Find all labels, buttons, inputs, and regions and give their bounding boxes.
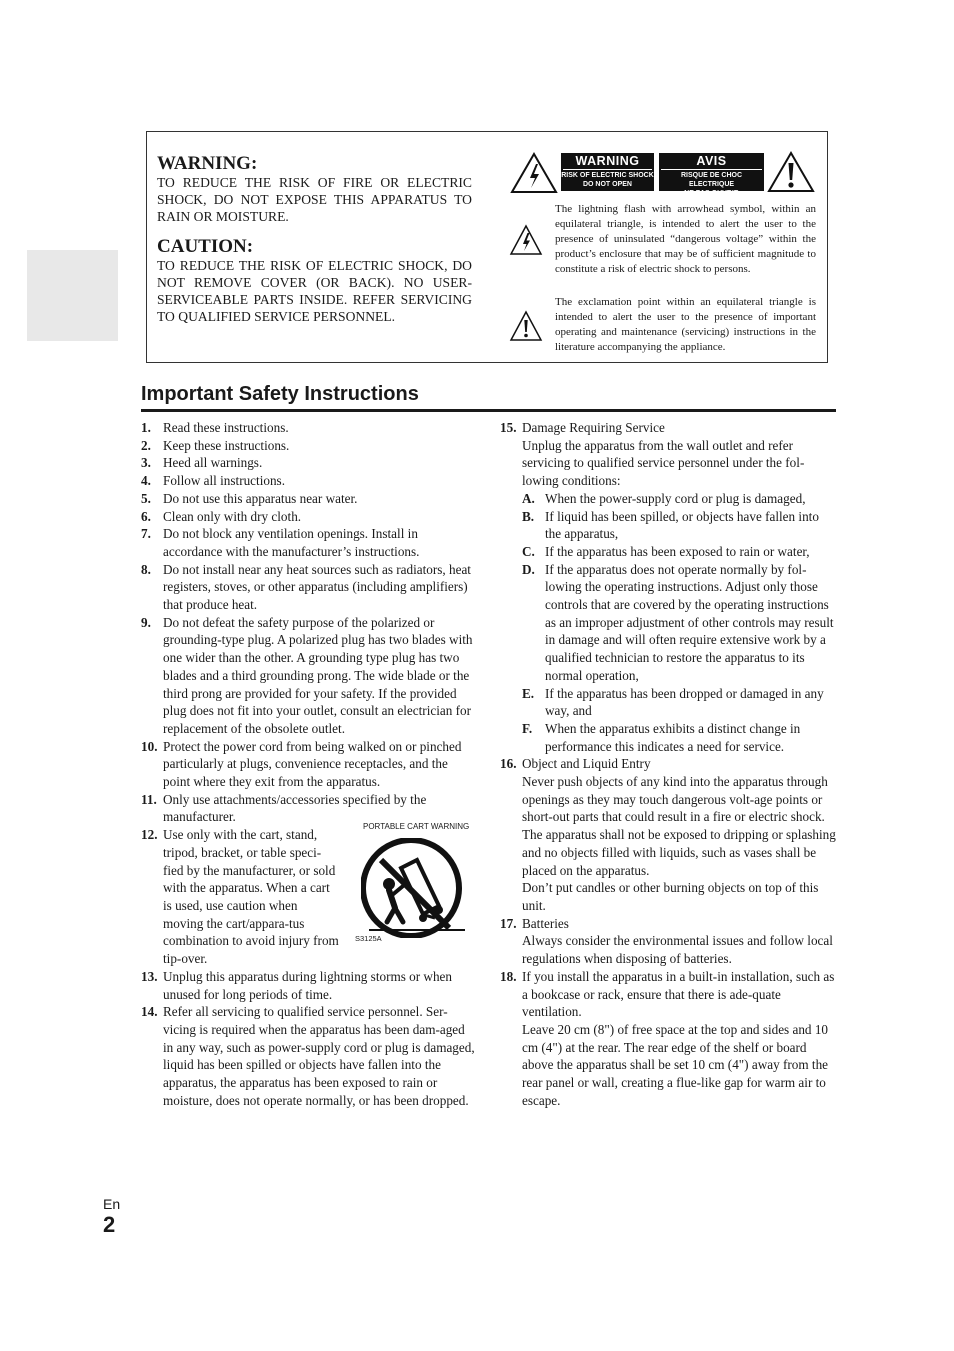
- instruction-item: [141, 437, 476, 455]
- sub-text: If the apparatus has been dropped or damaged in any way, and: [545, 685, 824, 719]
- avis-label-head: AVIS: [661, 154, 762, 170]
- cart-tip-over-icon: [361, 838, 467, 938]
- item-text: Follow all instructions.: [163, 473, 285, 489]
- exclamation-triangle-icon: [767, 151, 815, 193]
- item-body: [522, 915, 836, 968]
- instruction-item: [141, 454, 476, 472]
- sub-item: [522, 720, 836, 755]
- warning-text: TO REDUCE THE RISK OF FIRE OR ELECTRIC SHOCK, DO NOT EXPOSE THIS APPARATUS TO RAIN OR MOISTURE.: [157, 175, 472, 225]
- instruction-item: [500, 968, 836, 1110]
- sub-text: If liquid has been spilled, or objects have fallen into the apparatus,: [545, 508, 819, 542]
- item-number: 6.: [141, 508, 151, 524]
- item-number: 2.: [141, 437, 151, 453]
- item-text: If you install the apparatus in a built-in installation, such as a bookcase or rack, ensure that there is ade-quate ventilation.: [522, 968, 835, 1020]
- instructions-right-column: [500, 419, 836, 1109]
- item-title: Batteries: [522, 915, 569, 931]
- sub-text: If the apparatus has been exposed to rain or water,: [545, 543, 810, 559]
- item-paragraph: The apparatus shall not be exposed to dripping or splashing and no objects filled with liquids, such as vases shall be placed on the apparatus.: [522, 827, 836, 878]
- sub-item: [522, 543, 836, 561]
- sub-letter: C.: [522, 543, 535, 559]
- instruction-item: [141, 968, 476, 1003]
- instruction-item: [500, 755, 836, 914]
- item-paragraph: Leave 20 cm (8") of free space at the top and sides and 10 cm (4") at the rear. The rear edge of the shelf or board above the apparatus shall be set 10 cm (4") away from the rear panel or wall, creating a flue-like gap for warm air to escape.: [522, 1021, 829, 1108]
- avis-label-line1: RISQUE DE CHOC ELECTRIQUE: [680, 172, 743, 188]
- item-number: 5.: [141, 490, 151, 506]
- page-language: En: [103, 1196, 121, 1212]
- warning-label-line1: RISK OF ELECTRIC SHOCK: [561, 172, 654, 179]
- item-body: [522, 968, 836, 1110]
- sub-item: [522, 508, 836, 543]
- instruction-item: [141, 490, 476, 508]
- avis-label: [659, 153, 764, 197]
- item-text: Only use attachments/accessories specified by the manufacturer.: [163, 791, 427, 825]
- side-tab: [27, 250, 118, 341]
- item-text: Unplug this apparatus during lightning storms or when unused for long periods of time.: [163, 968, 452, 1002]
- sub-letter: A.: [522, 490, 535, 506]
- item-text: Unplug the apparatus from the wall outlet and refer servicing to qualified service personnel under the fol-lowing conditions:: [522, 437, 805, 489]
- item-number: 13.: [141, 968, 158, 984]
- sub-letter: E.: [522, 685, 535, 701]
- portable-cart-figure: [339, 822, 476, 968]
- sub-text: When the apparatus exhibits a distinct change in performance this indicates a need for service.: [545, 720, 801, 754]
- sub-item: [522, 490, 836, 508]
- item-text: Heed all warnings.: [163, 455, 263, 471]
- instruction-item: [141, 472, 476, 490]
- sub-text: If the apparatus does not operate normally by fol-lowing the operating instructions. Adjust only those controls that are covered by the operating instructions as an improper adjustment of other controls may result in damage and will often require extensive work by a qualified technician to restore the apparatus to its normal operation,: [545, 561, 834, 683]
- item-text: Do not block any ventilation openings. Install in accordance with the manufacturer’s instructions.: [163, 526, 420, 559]
- instructions-left-column: [141, 419, 476, 1109]
- instruction-item: [141, 1003, 476, 1109]
- sub-letter: F.: [522, 720, 533, 736]
- sub-letter: D.: [522, 561, 535, 577]
- cart-caption: PORTABLE CART WARNING: [363, 822, 470, 832]
- sub-text: When the power-supply cord or plug is damaged,: [545, 490, 806, 506]
- item-title: Damage Requiring Service: [522, 420, 665, 435]
- instruction-item: [141, 419, 476, 437]
- item-number: 14.: [141, 1004, 158, 1020]
- warning-heading: WARNING:: [157, 153, 258, 174]
- item-number: 1.: [141, 420, 151, 435]
- instruction-item: [141, 614, 476, 738]
- instruction-item: [500, 915, 836, 968]
- avis-label-line2: NE PAS OUVRIR: [684, 190, 739, 197]
- cart-item-body: [163, 822, 476, 968]
- item-number: 16.: [500, 756, 517, 772]
- cart-figure-code: S3125A: [355, 934, 382, 944]
- warning-caution-text: [157, 154, 472, 325]
- page-number: 2: [103, 1212, 116, 1237]
- item-paragraph: Always consider the environmental issues and follow local regulations when disposing of batteries.: [522, 933, 833, 967]
- item-number: 18.: [500, 968, 517, 984]
- lightning-triangle-icon: [510, 152, 558, 194]
- instruction-item: [141, 791, 476, 826]
- instruction-item: [141, 822, 476, 968]
- item-number: 7.: [141, 526, 151, 542]
- instruction-item: [141, 561, 476, 614]
- item-text: Clean only with dry cloth.: [163, 508, 302, 524]
- instruction-item: [141, 738, 476, 791]
- title-rule: [141, 409, 836, 412]
- item-title: Object and Liquid Entry: [522, 756, 651, 772]
- item-body: [522, 419, 836, 755]
- item-number: 17.: [500, 915, 517, 931]
- item-text: Refer all servicing to qualified service personnel. Ser-vicing is required when the apparatus has been dam-aged in any way, such as power-supply cord or plug is damaged, liquid has been spilled or objects have fallen into the apparatus, the apparatus has been exposed to rain or moisture, does not operate normally, or has been dropped.: [163, 1004, 475, 1108]
- item-body: [522, 755, 836, 914]
- caution-text: TO REDUCE THE RISK OF ELECTRIC SHOCK, DO NOT REMOVE COVER (OR BACK). NO USER-SERVICEABLE PARTS INSIDE. REFER SERVICING TO QUALIFIED SERVICE PERSONNEL.: [157, 257, 472, 325]
- instruction-item: [141, 525, 476, 560]
- section-title: Important Safety Instructions: [141, 383, 419, 405]
- sub-item: [522, 685, 836, 720]
- item-text: Read these instructions.: [163, 420, 289, 435]
- item-number: 11.: [141, 791, 157, 807]
- exclamation-description: The exclamation point within an equilateral triangle is intended to alert the user to the presence of important operating and maintenance (servicing) instructions in the literature accompanying the appliance.: [555, 296, 816, 353]
- item-text: Do not defeat the safety purpose of the polarized or grounding-type plug. A polarized plug has two blades with one wider than the other. A grounding type plug has two blades and a third grounding prong. The wide blade or the third prong are provided for your safety. If the provided plug does not fit into your outlet, consult an electrician for replacement of the obsolete outlet.: [163, 614, 473, 736]
- warning-label-line2: DO NOT OPEN: [582, 181, 632, 188]
- instruction-item: [141, 508, 476, 526]
- item-text: Keep these instructions.: [163, 437, 290, 453]
- item-number: 9.: [141, 614, 151, 630]
- item-number: 10.: [141, 738, 158, 754]
- item-number: 15.: [500, 420, 517, 435]
- item-paragraph: Never push objects of any kind into the apparatus through openings as they may touch dangerous volt-age points or short-out parts that could result in a fire or electric shock.: [522, 774, 828, 825]
- sub-item: [522, 561, 836, 685]
- exclamation-triangle-small-icon: [509, 310, 543, 342]
- item-number: 8.: [141, 561, 151, 577]
- item-number: 12.: [141, 827, 158, 843]
- item-text: Use only with the cart, stand, tripod, bracket, or table speci-fied by the manufacturer, or sold with the apparatus. When a cart is used, use caution when moving the cart/appara-tus combination to avoid injury from tip-over.: [163, 827, 339, 967]
- item-number: 3.: [141, 455, 151, 471]
- instruction-item: [500, 419, 836, 755]
- item-paragraph: Don’t put candles or other burning objects on top of this unit.: [522, 880, 819, 913]
- sub-letter: B.: [522, 508, 535, 524]
- lightning-triangle-small-icon: [509, 224, 543, 256]
- warning-label-head: WARNING: [563, 154, 652, 170]
- item-text: Protect the power cord from being walked on or pinched particularly at plugs, convenience receptacles, and the point where they exit from the apparatus.: [163, 738, 462, 790]
- item-text: Do not use this apparatus near water.: [163, 490, 358, 506]
- item-text: Do not install near any heat sources such as radiators, heat registers, stoves, or other apparatus (including amplifiers) that produce heat.: [163, 561, 471, 613]
- caution-heading: CAUTION:: [157, 235, 254, 257]
- item-number: 4.: [141, 473, 151, 489]
- warning-label: [561, 153, 654, 191]
- warning-box: [146, 131, 828, 363]
- lightning-description: The lightning flash with arrowhead symbol, within an equilateral triangle, is intended to alert the user to the presence of uninsulated “dangerous voltage” within the product’s enclosure that may be of sufficient magnitude to constitute a risk of electric shock to persons.: [555, 203, 816, 275]
